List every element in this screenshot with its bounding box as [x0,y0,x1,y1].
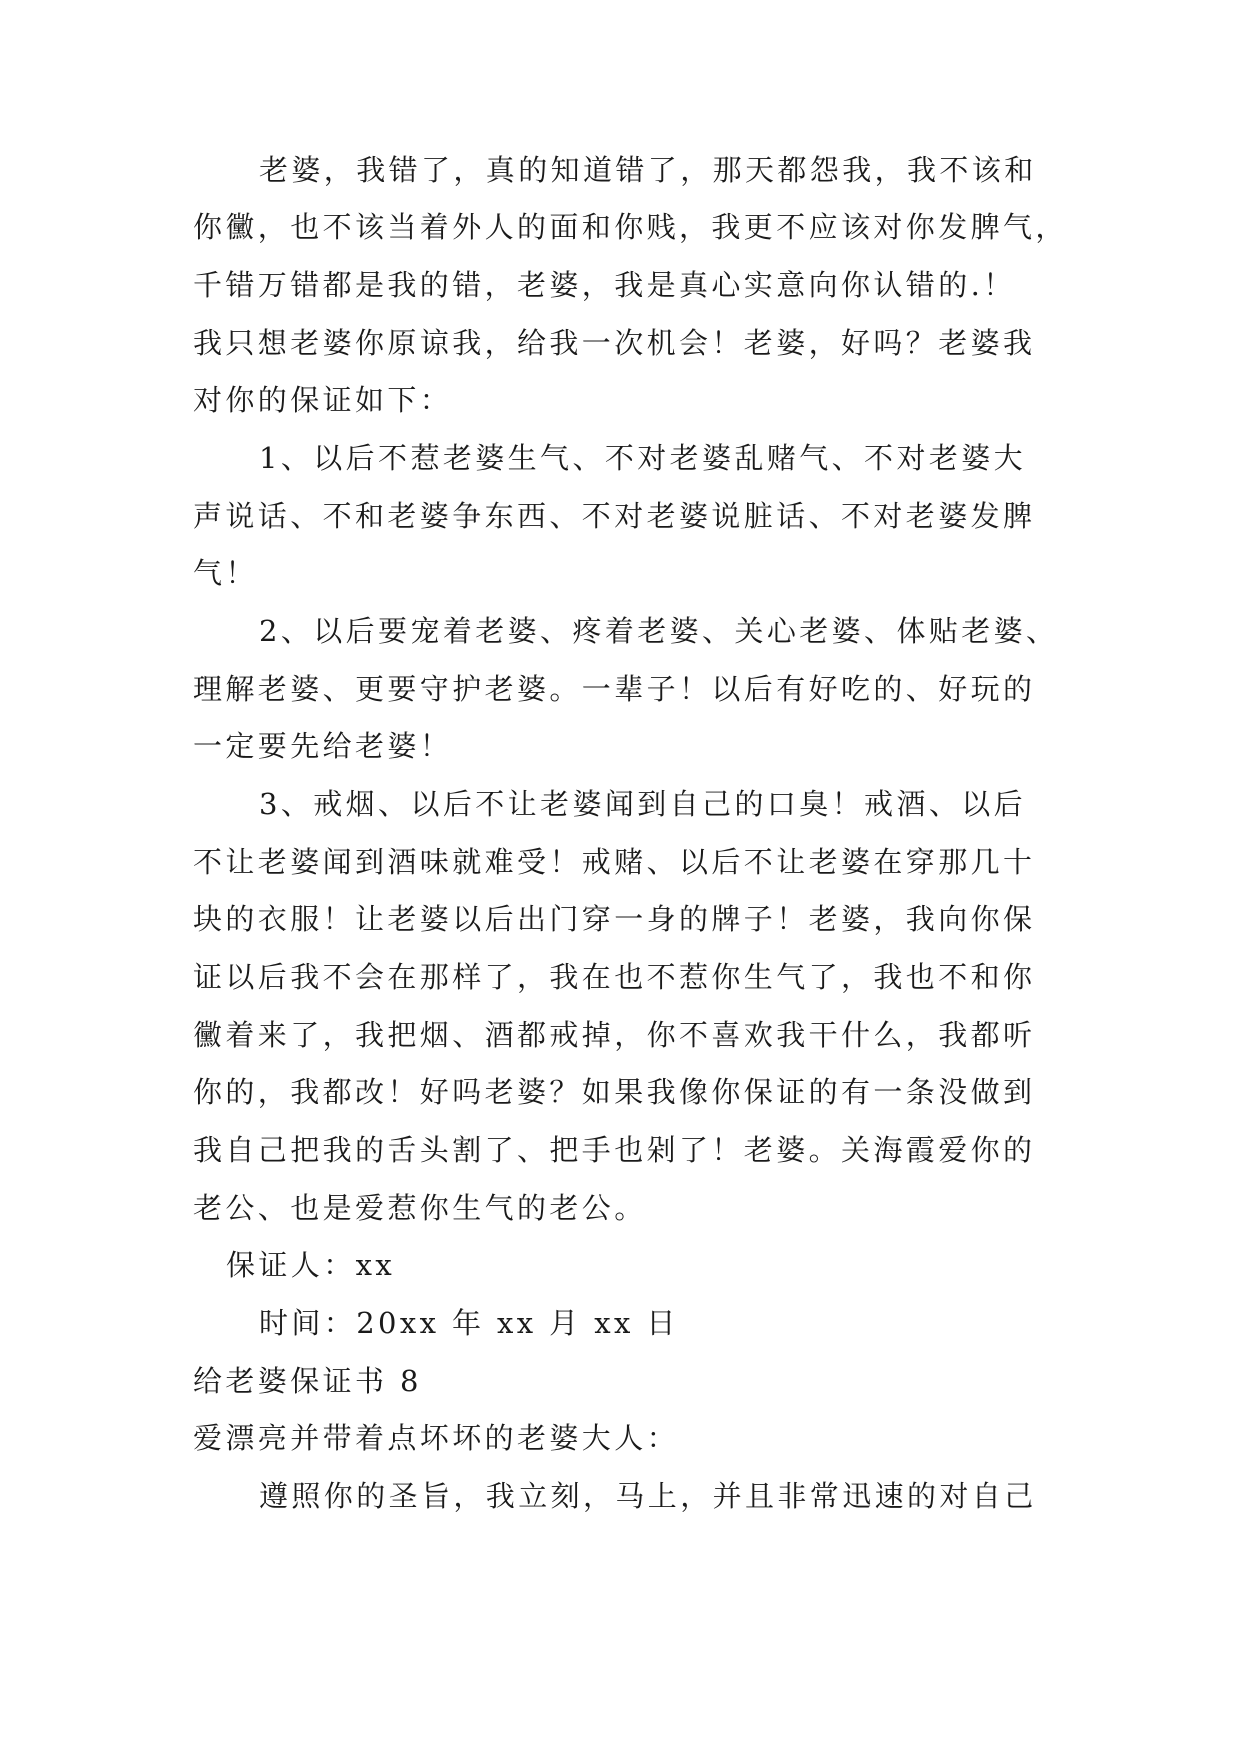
item-3-line-8: 老公、也是爱惹你生气的老公。 [193,1191,647,1225]
section-title: 给老婆保证书 8 [193,1364,422,1398]
item-3-line-6: 你的，我都改！好吗老婆？如果我像你保证的有一条没做到 [193,1075,1036,1109]
item-2-line-3: 一定要先给老婆！ [193,729,453,763]
salutation: 爱漂亮并带着点坏坏的老婆大人： [193,1421,680,1455]
paragraph-1-line-3: 千错万错都是我的错，老婆，我是真心实意向你认错的.！ [193,268,1016,302]
item-1-line-1: 1、以后不惹老婆生气、不对老婆乱赌气、不对老婆大 [259,441,1027,475]
date-line: 时间：20xx 年 xx 月 xx 日 [259,1306,679,1340]
paragraph-1-line-5: 对你的保证如下： [193,383,453,417]
item-2-line-1: 2、以后要宠着老婆、疼着老婆、关心老婆、体贴老婆、 [259,614,1059,648]
item-2-line-2: 理解老婆、更要守护老婆。一辈子！以后有好吃的、好玩的 [193,672,1036,706]
paragraph-1-line-4: 我只想老婆你原谅我，给我一次机会！老婆，好吗？老婆我 [193,326,1036,360]
item-3-line-1: 3、戒烟、以后不让老婆闻到自己的口臭！戒酒、以后 [259,787,1027,821]
item-3-line-3: 块的衣服！让老婆以后出门穿一身的牌子！老婆，我向你保 [193,902,1036,936]
paragraph-2-line-1: 遵照你的圣旨，我立刻，马上，并且非常迅速的对自己 [259,1479,1037,1513]
item-1-line-2: 声说话、不和老婆争东西、不对老婆说脏话、不对老婆发脾 [193,499,1036,533]
item-3-line-7: 我自己把我的舌头割了、把手也剁了！老婆。关海霞爱你的 [193,1133,1036,1167]
item-3-line-2: 不让老婆闻到酒味就难受！戒赌、以后不让老婆在穿那几十 [193,845,1036,879]
item-3-line-5: 黴着来了，我把烟、酒都戒掉，你不喜欢我干什么，我都听 [193,1018,1036,1052]
item-3-line-4: 证以后我不会在那样了，我在也不惹你生气了，我也不和你 [193,960,1036,994]
paragraph-1-line-2: 你黴，也不该当着外人的面和你贱，我更不应该对你发脾气， [193,210,1068,244]
item-1-line-3: 气！ [193,556,258,590]
paragraph-1-line-1: 老婆，我错了，真的知道错了，那天都怨我，我不该和 [259,153,1037,187]
guarantor-line: 保证人：xx [226,1248,396,1282]
